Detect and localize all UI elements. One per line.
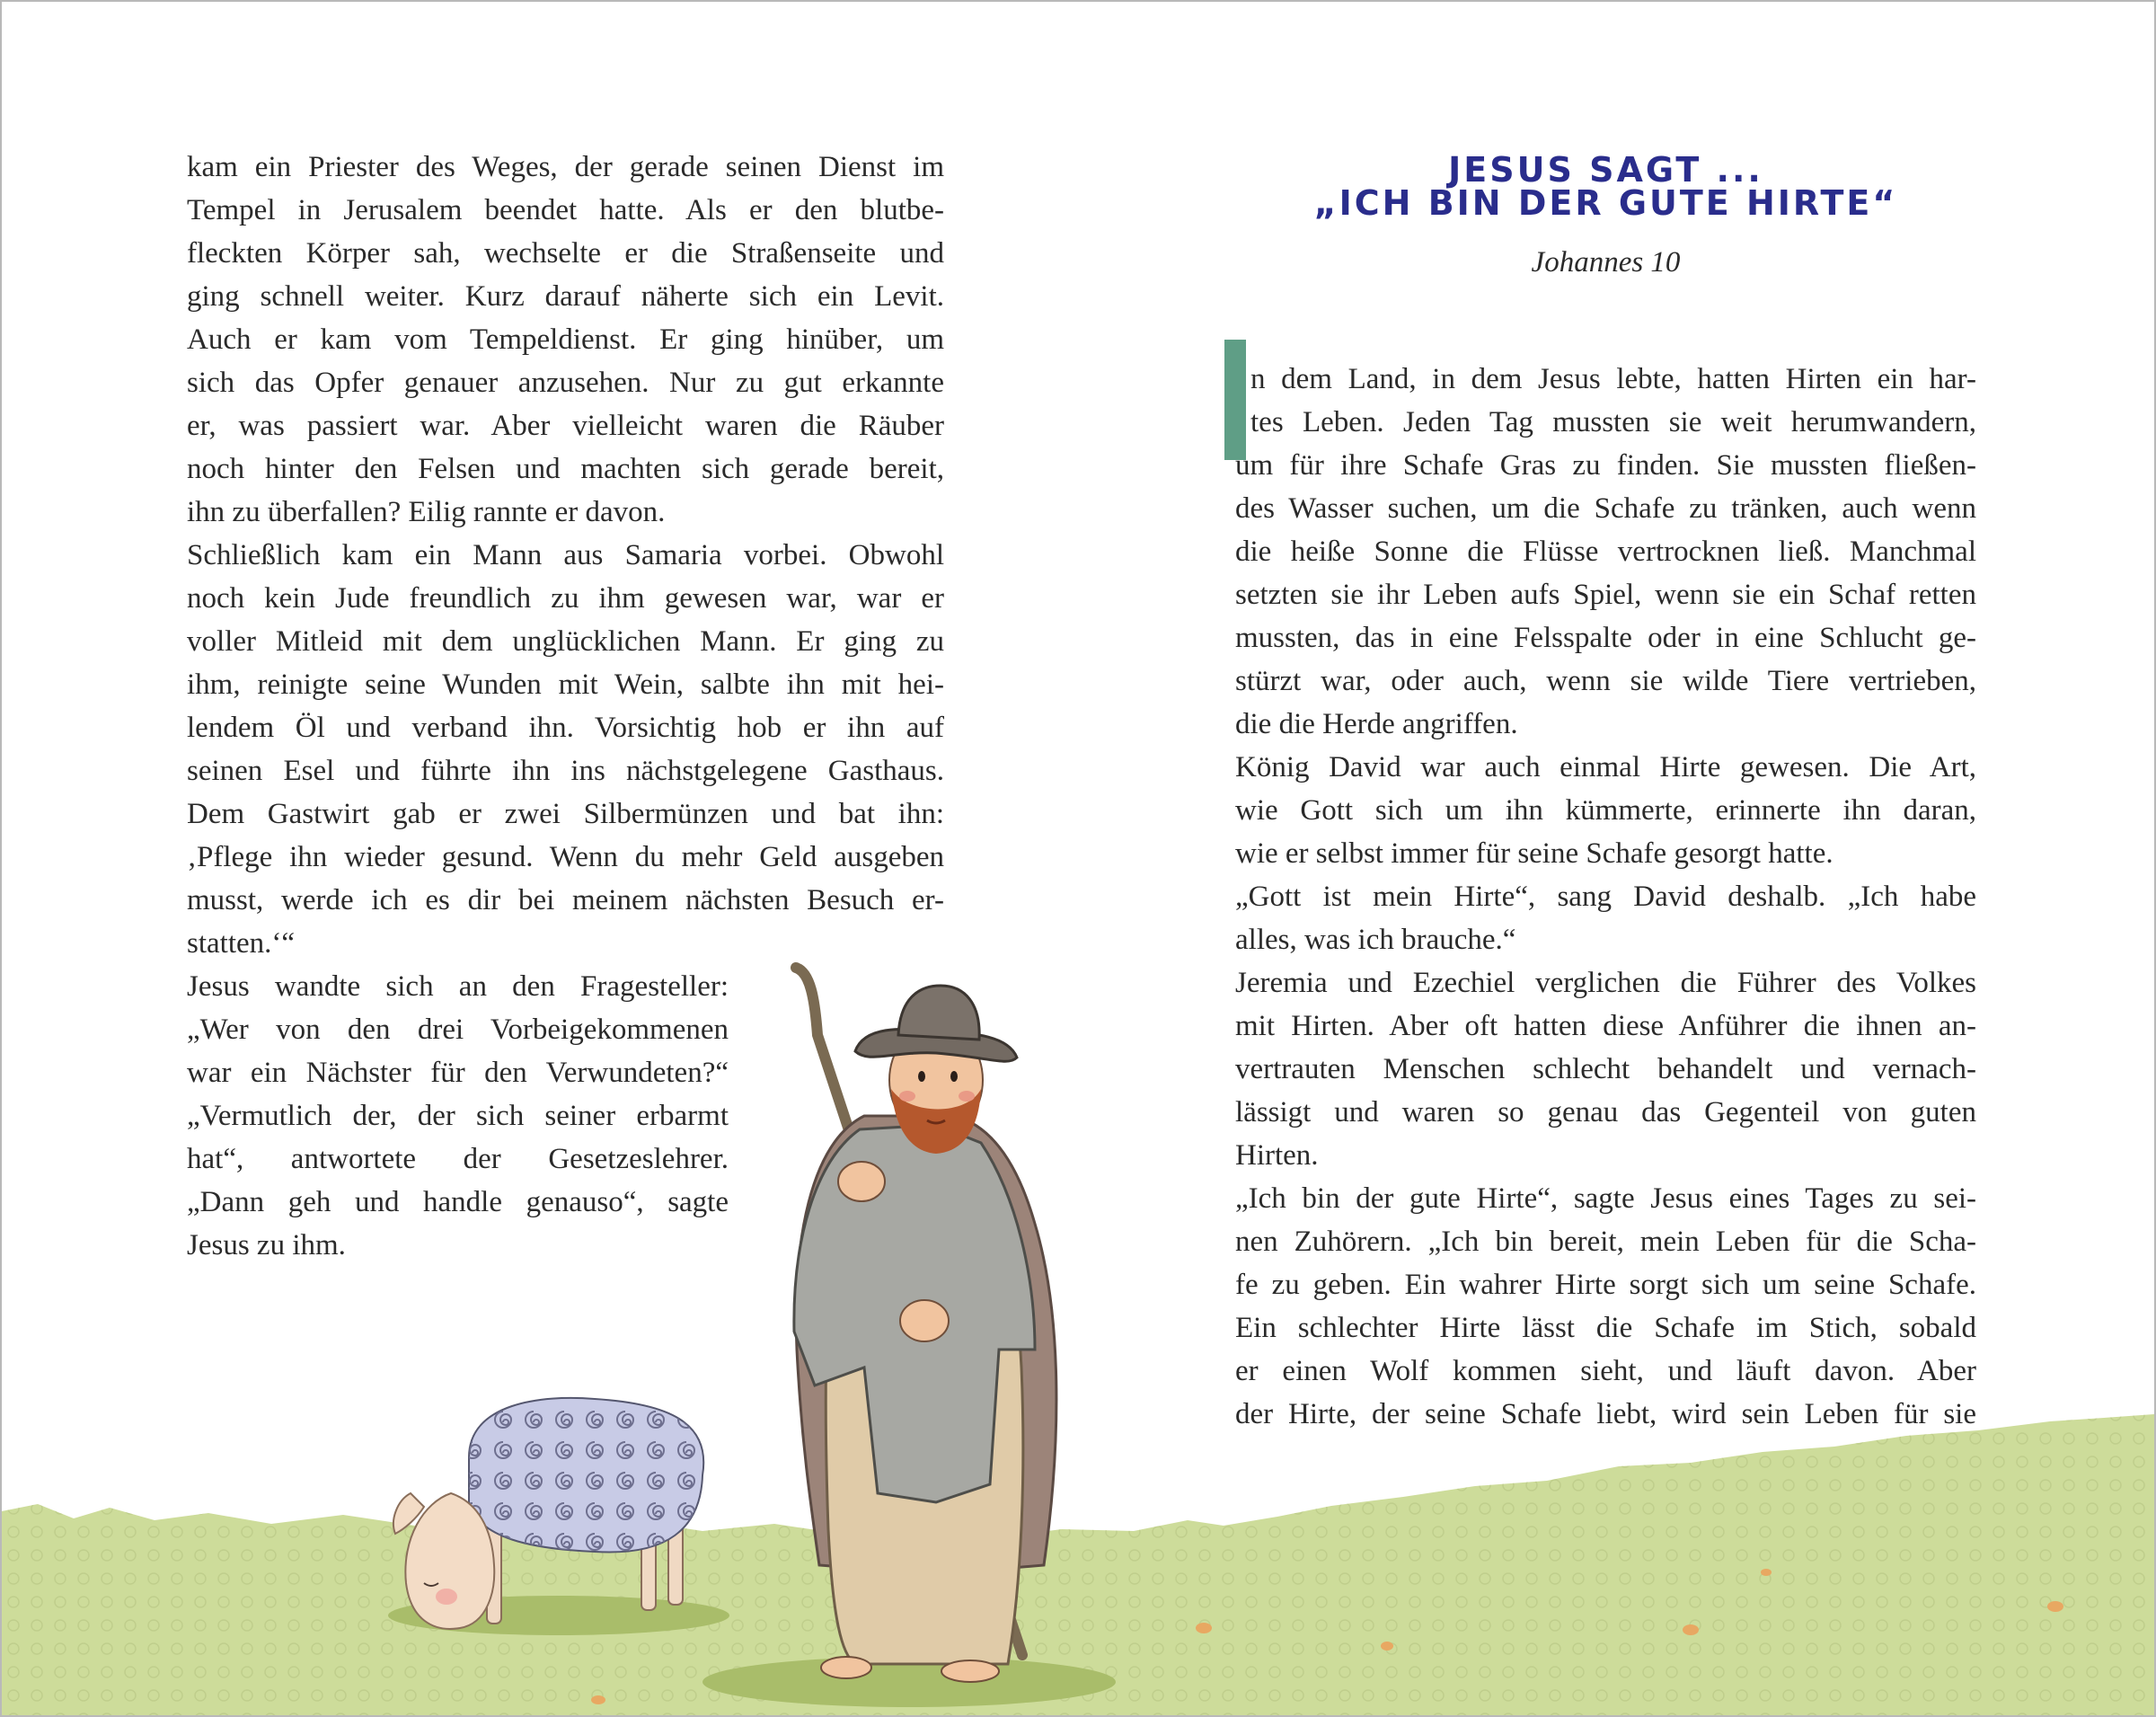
- text-line: Hirten.: [1235, 1139, 1319, 1172]
- text-line: Auch er kam vom Tempeldienst. Er ging hinüber, um: [187, 323, 944, 356]
- text-line: musst, werde ich es dir bei meinem nächsten Besuch er-: [187, 884, 944, 916]
- text-line: die heiße Sonne die Flüsse vertrocknen ließ. Manchmal: [1235, 535, 1976, 568]
- text-line: nen Zuhörern. „Ich bin bereit, mein Leben für die Scha-: [1235, 1226, 1976, 1258]
- text-line: setzten sie ihr Leben aufs Spiel, wenn sie ein Schaf retten: [1235, 579, 1976, 611]
- text-line: Jesus wandte sich an den Fragesteller:: [187, 970, 729, 1003]
- text-line: voller Mitleid mit dem unglücklichen Mann. Er ging zu: [187, 625, 944, 658]
- text-line: die die Herde angriffen.: [1235, 708, 1518, 740]
- text-line: Dem Gastwirt gab er zwei Silbermünzen und bat ihn:: [187, 798, 944, 830]
- text-line: noch kein Jude freundlich zu ihm gewesen war, war er: [187, 582, 944, 615]
- text-line: seinen Esel und führte ihn ins nächstgelegene Gasthaus.: [187, 755, 944, 787]
- text-line: Schließlich kam ein Mann aus Samaria vorbei. Obwohl: [187, 539, 944, 571]
- chapter-heading-line-1: JESUS SAGT ...: [1448, 150, 1763, 190]
- text-line: Ein schlechter Hirte lässt die Schafe im Stich, sobald: [1235, 1312, 1976, 1344]
- text-line: alles, was ich brauche.“: [1235, 924, 1516, 956]
- text-line: stürzt war, oder auch, wenn sie wilde Tiere vertrieben,: [1235, 665, 1976, 697]
- bible-reference: Johannes 10: [1531, 246, 1681, 279]
- text-line: „Ich bin der gute Hirte“, sagte Jesus eines Tages zu sei-: [1235, 1182, 1976, 1215]
- text-line: König David war auch einmal Hirte gewesen. Die Art,: [1235, 751, 1976, 783]
- text-line: lässigt und waren so genau das Gegenteil von guten: [1235, 1096, 1976, 1128]
- text-line: ging schnell weiter. Kurz darauf näherte sich ein Levit.: [187, 280, 944, 313]
- text-line: war ein Nächster für den Verwundeten?“: [187, 1057, 729, 1089]
- text-line: hat“, antwortete der Gesetzeslehrer.: [187, 1143, 729, 1175]
- text-line: ‚Pflege ihn wieder gesund. Wenn du mehr Geld ausgeben: [187, 841, 944, 873]
- text-line: statten.‘“: [187, 927, 296, 960]
- text-line: lendem Öl und verband ihn. Vorsichtig hob er ihn auf: [187, 712, 944, 744]
- text-line: „Dann geh und handle genauso“, sagte: [187, 1186, 729, 1218]
- text-line: wie Gott sich um ihn kümmerte, erinnerte ihn daran,: [1235, 794, 1976, 827]
- text-line: er, was passiert war. Aber vielleicht waren die Räuber: [187, 410, 944, 442]
- text-line: noch hinter den Felsen und machten sich gerade bereit,: [187, 453, 944, 485]
- text-line: des Wasser suchen, um die Schafe zu tränken, auch wenn: [1235, 492, 1976, 525]
- text-line: „Vermutlich der, der sich seiner erbarmt: [187, 1100, 729, 1132]
- text-line: Jesus zu ihm.: [187, 1229, 346, 1261]
- text-line: ihn zu überfallen? Eilig rannte er davon.: [187, 496, 666, 528]
- text-line: Jeremia und Ezechiel verglichen die Führer des Volkes: [1235, 967, 1976, 999]
- text-line: sich das Opfer genauer anzusehen. Nur zu gut erkannte: [187, 367, 944, 399]
- text-line: tes Leben. Jeden Tag mussten sie weit herumwandern,: [1250, 406, 1976, 438]
- text-line: ihm, reinigte seine Wunden mit Wein, salbte ihn mit hei-: [187, 668, 944, 701]
- text-line: er einen Wolf kommen sieht, und läuft davon. Aber: [1235, 1355, 1976, 1387]
- text-line: der Hirte, der seine Schafe liebt, wird sein Leben für sie: [1235, 1398, 1976, 1430]
- text-line: mussten, das in eine Felsspalte oder in eine Schlucht ge-: [1235, 622, 1976, 654]
- text-line: fleckten Körper sah, wechselte er die Straßenseite und: [187, 237, 944, 270]
- text-line: um für ihre Schafe Gras zu finden. Sie mussten fließen-: [1235, 449, 1976, 482]
- chapter-heading-line-2: „ICH BIN DER GUTE HIRTE“: [1313, 183, 1898, 223]
- text-line: mit Hirten. Aber oft hatten diese Anführer die ihnen an-: [1235, 1010, 1976, 1042]
- text-line: vertrauten Menschen schlecht behandelt und vernach-: [1235, 1053, 1976, 1085]
- text-line: fe zu geben. Ein wahrer Hirte sorgt sich um seine Schafe.: [1235, 1269, 1976, 1301]
- text-line: Tempel in Jerusalem beendet hatte. Als er den blutbe-: [187, 194, 944, 226]
- text-line: kam ein Priester des Weges, der gerade seinen Dienst im: [187, 151, 944, 183]
- text-line: „Wer von den drei Vorbeigekommenen: [187, 1013, 729, 1046]
- text-line: „Gott ist mein Hirte“, sang David deshalb. „Ich habe: [1235, 881, 1976, 913]
- text-line: n dem Land, in dem Jesus lebte, hatten Hirten ein har-: [1250, 363, 1976, 395]
- text-line: wie er selbst immer für seine Schafe gesorgt hatte.: [1235, 837, 1833, 870]
- drop-initial-bar: [1224, 340, 1246, 460]
